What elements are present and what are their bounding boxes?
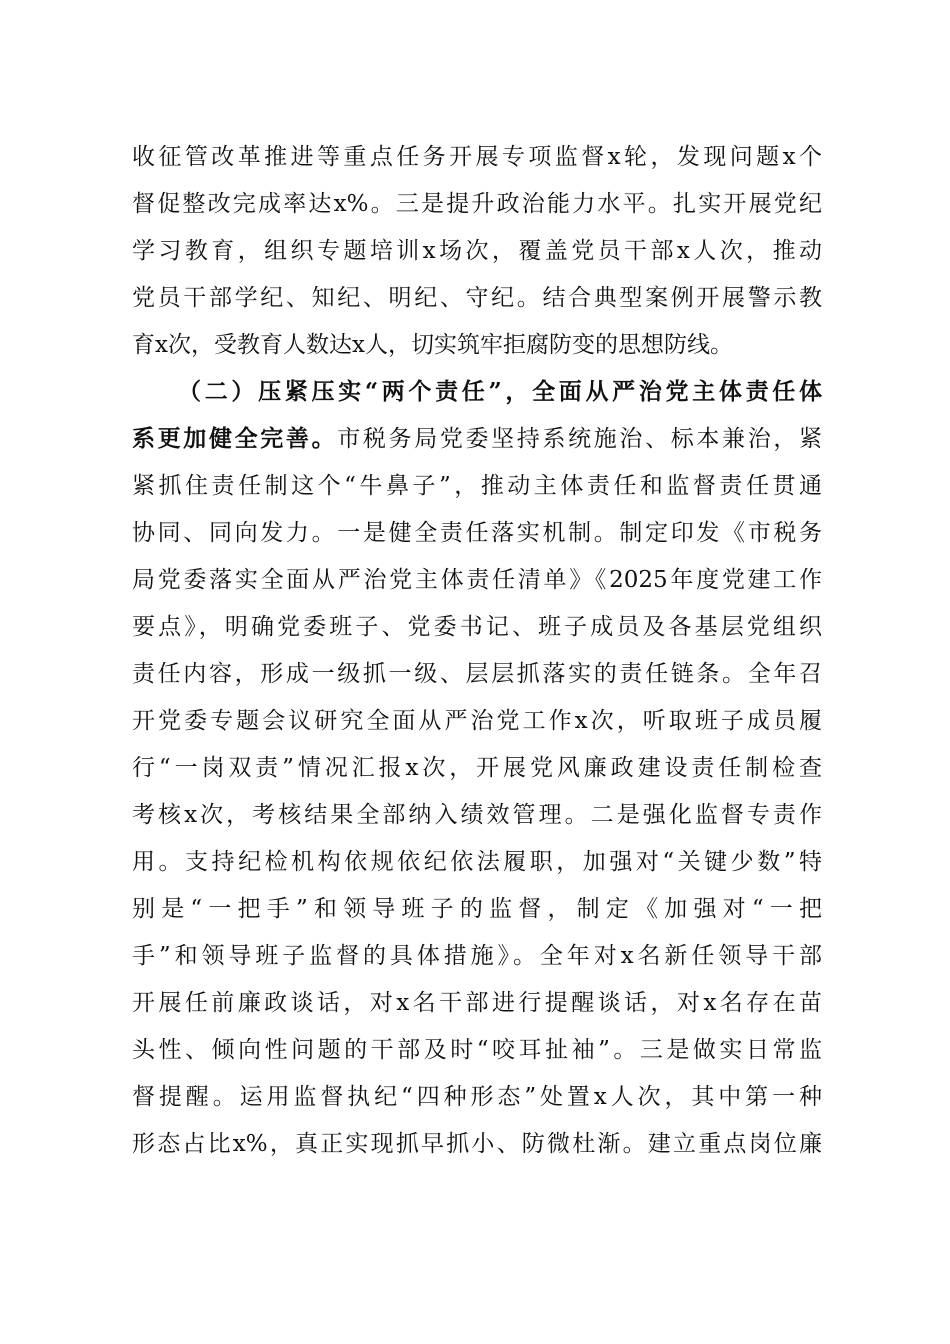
paragraph-line: 紧抓住责任制这个“牛鼻子”，推动主体责任和监督责任贯通	[132, 473, 822, 499]
paragraph-line: 用。支持纪检机构依规依纪依法履职，加强对“关键少数”特	[132, 849, 822, 875]
paragraph-line: 别是“一把手”和领导班子的监督，制定《加强对“一把	[132, 896, 822, 922]
section-heading: （二）压紧压实“两个责任”，全面从严治党主体责任体	[178, 378, 822, 405]
paragraph-line: 责任内容，形成一级抓一级、层层抓落实的责任链条。全年召	[132, 661, 822, 687]
paragraph-line: 收征管改革推进等重点任务开展专项监督x轮，发现问题x个	[132, 144, 822, 170]
section-heading-continuation	[132, 419, 822, 459]
section-heading-end: 系更加健全完善。	[132, 425, 338, 452]
paragraph-line: 头性、倾向性问题的干部及时“咬耳扯袖”。三是做实日常监	[132, 1037, 822, 1063]
paragraph-line: 手”和领导班子监督的具体措施》。全年对x名新任领导干部	[132, 943, 822, 969]
paragraph-line: 督提醒。运用监督执纪“四种形态”处置x人次，其中第一种	[132, 1084, 822, 1110]
paragraph-line: 考核x次，考核结果全部纳入绩效管理。二是强化监督专责作	[132, 802, 822, 828]
paragraph-line: 形态占比x%，真正实现抓早抓小、防微杜渐。建立重点岗位廉	[132, 1131, 822, 1157]
paragraph-line: 要点》，明确党委班子、党委书记、班子成员及各基层党组织	[132, 614, 822, 640]
paragraph-line: 局党委落实全面从严治党主体责任清单》《2025年度党建工作	[132, 567, 822, 593]
paragraph-line: 督促整改完成率达x%。三是提升政治能力水平。扎实开展党纪	[132, 191, 822, 217]
section-paragraph-start: 市税务局党委坚持系统施治、标本兼治，紧	[337, 426, 822, 452]
paragraph-line: 育x次，受教育人数达x人，切实筑牢拒腐防变的思想防线。	[132, 332, 733, 358]
paragraph-line: 党员干部学纪、知纪、明纪、守纪。结合典型案例开展警示教	[132, 285, 822, 311]
paragraph-line: 行“一岗双责”情况汇报x次，开展党风廉政建设责任制检查	[132, 755, 822, 781]
paragraph-line: 协同、同向发力。一是健全责任落实机制。制定印发《市税务	[132, 520, 822, 546]
paragraph-line: 开党委专题会议研究全面从严治党工作x次，听取班子成员履	[132, 708, 822, 734]
paragraph-line: 开展任前廉政谈话，对x名干部进行提醒谈话，对x名存在苗	[132, 990, 822, 1016]
paragraph-line: 学习教育，组织专题培训x场次，覆盖党员干部x人次，推动	[132, 238, 822, 264]
